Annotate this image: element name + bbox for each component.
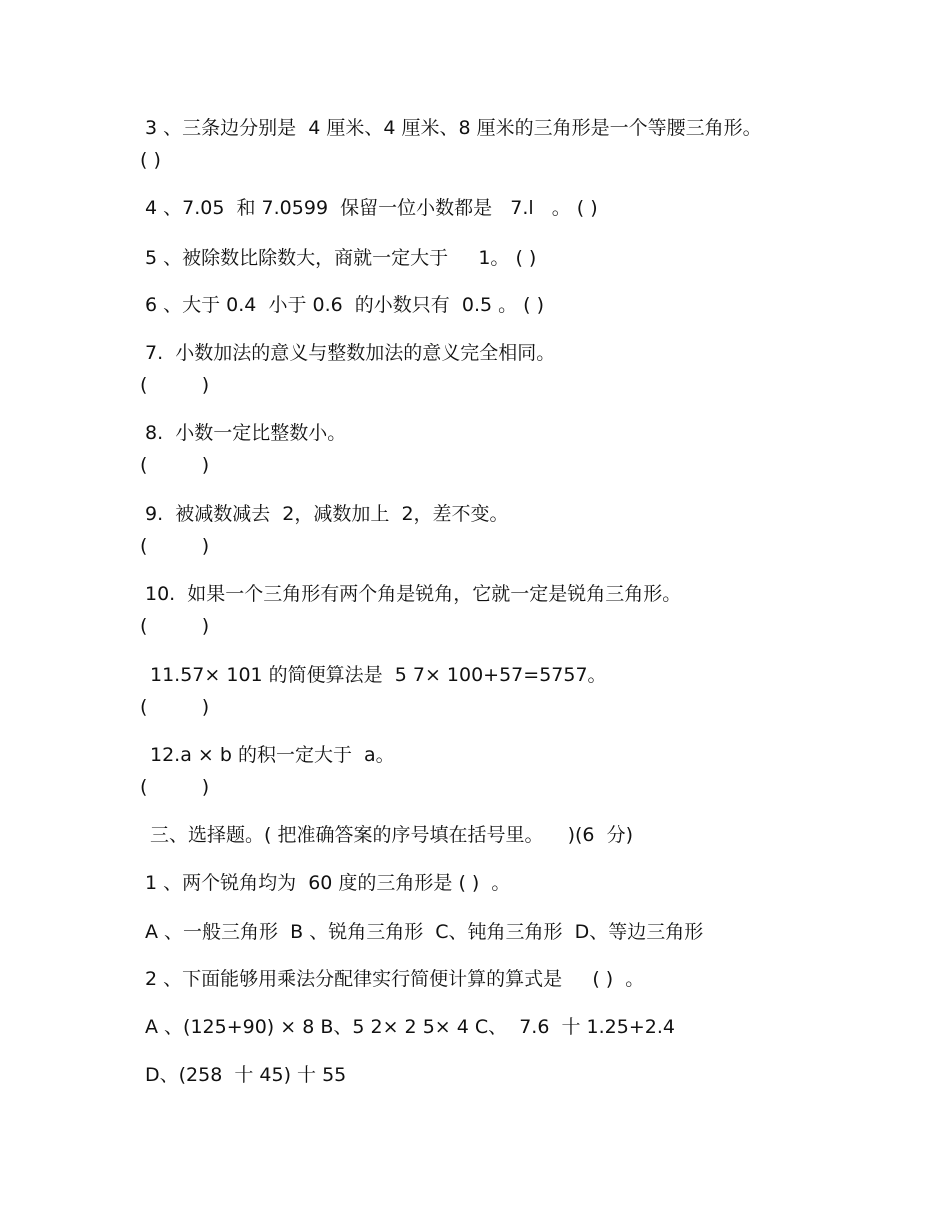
question-12-text: 12.a × b 的积一定大于 a。 [150,744,395,766]
choice-question-2-option-d: D、(258 十 45) 十 55 [145,1064,347,1086]
question-3-text: 3 、三条边分别是 4 厘米、4 厘米、8 厘米的三角形是一个等腰三角形。 [145,117,762,139]
question-11-text: 11.57× 101 的简便算法是 5 7× 100+57=5757。 [150,664,607,686]
question-9-answer-parens: ( ) [140,535,210,557]
section-3-heading: 三、选择题。( 把准确答案的序号填在括号里。 )(6 分) [150,824,634,846]
question-11-answer-parens: ( ) [140,696,210,718]
question-9-text: 9. 被减数减去 2，减数加上 2，差不变。 [145,503,509,525]
question-5-text: 5 、被除数比除数大，商就一定大于 1。 ( ) [145,247,537,269]
question-7-text: 7. 小数加法的意义与整数加法的意义完全相同。 [145,342,556,364]
question-4-text: 4 、7.05 和 7.0599 保留一位小数都是 7.l 。 ( ) [145,197,598,219]
choice-question-1-text: 1 、两个锐角均为 60 度的三角形是 ( ) 。 [145,872,511,894]
choice-question-2-text: 2 、下面能够用乘法分配律实行简便计算的算式是 ( ) 。 [145,968,645,990]
choice-question-1-options: A 、一般三角形 B 、锐角三角形 C、钝角三角形 D、等边三角形 [145,921,704,943]
question-12-answer-parens: ( ) [140,776,210,798]
question-10-text: 10. 如果一个三角形有两个角是锐角，它就一定是锐角三角形。 [145,583,682,605]
question-8-answer-parens: ( ) [140,454,210,476]
question-3-answer-parens: ( ) [140,149,161,171]
question-8-text: 8. 小数一定比整数小。 [145,422,347,444]
question-10-answer-parens: ( ) [140,615,210,637]
choice-question-2-options-abc: A 、(125+90) × 8 B、5 2× 2 5× 4 C、 7.6 十 1.25+2.4 [145,1016,675,1038]
question-6-text: 6 、大于 0.4 小于 0.6 的小数只有 0.5 。 ( ) [145,294,545,316]
question-7-answer-parens: ( ) [140,374,210,396]
